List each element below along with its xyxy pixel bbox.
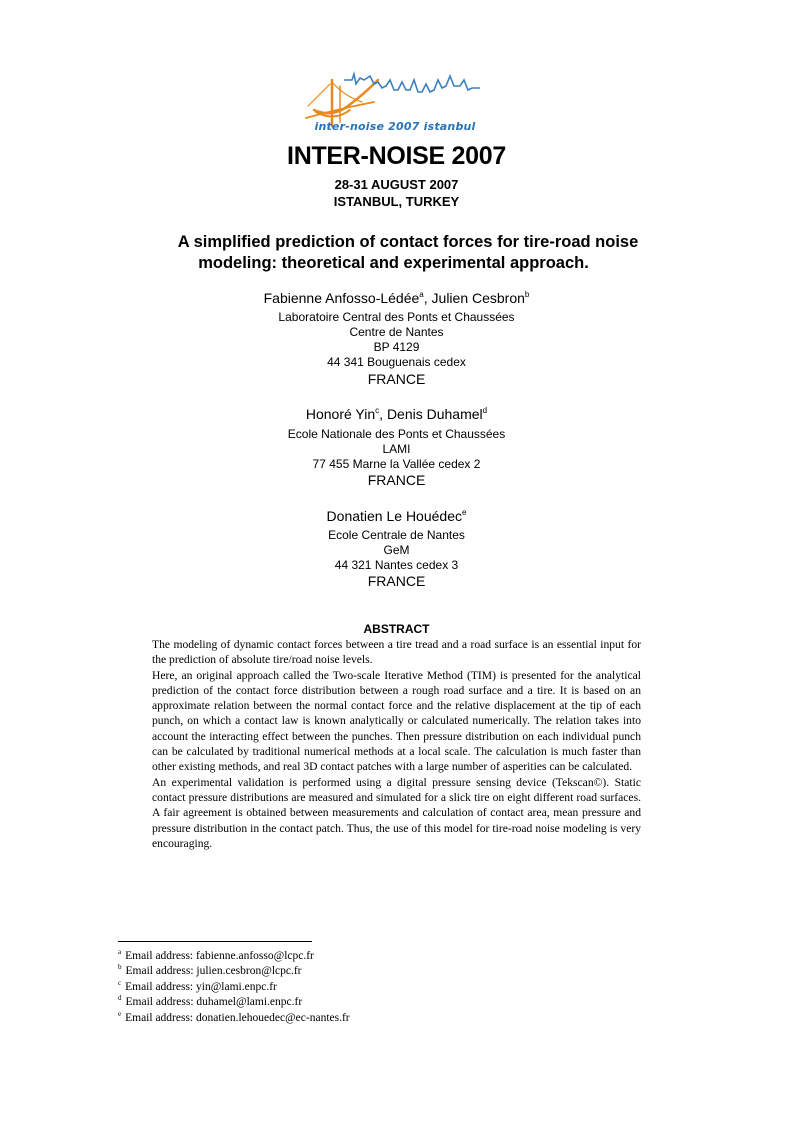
footnote-email: Email address: donatien.lehouedec@ec-nantes.fr xyxy=(125,1011,350,1024)
conference-title: INTER-NOISE 2007 xyxy=(287,142,506,170)
footnote-email: Email address: yin@lami.enpc.fr xyxy=(125,980,277,993)
affiliation-2 xyxy=(0,427,793,472)
footnote-email: Email address: fabienne.anfosso@lcpc.fr xyxy=(125,950,314,962)
affiliation-line: BP 4129 xyxy=(373,340,420,354)
conference-location: ISTANBUL, TURKEY xyxy=(333,194,460,209)
footnote-mark: e xyxy=(461,508,467,517)
footnote xyxy=(118,980,350,995)
abstract-paragraph: Here, an original approach called the Two-scale Iterative Method (TIM) is presented for the analytical prediction of the contact force distribution between a rough road surface and a tire. It is based on an approximate relation between the normal contact force and the relative displacement at the tip of each punch, on which a contact law is known analytically or calculated numerically. The relation takes into account the interacting effect between the punches. Then pressure distribution on each individual punch can be calculated by traditional numerical methods at a local scale. The calculation is much faster than other existing methods, and real 3D contact patches with a large number of asperities can be calculated. xyxy=(152,668,641,774)
author-line-2: Honoré Yin$^c$, Denis Duhamel$^d$ xyxy=(305,406,488,422)
affiliation-line: Laboratoire Central des Ponts et Chaussées xyxy=(278,310,515,324)
affiliation-line: LAMI xyxy=(382,442,411,456)
abstract-body xyxy=(152,637,641,851)
footnote xyxy=(118,1011,350,1026)
affiliation-line: GeM xyxy=(383,543,410,557)
footnote-mark: d xyxy=(482,406,488,415)
affiliation-3 xyxy=(0,528,793,573)
footnote-mark: b xyxy=(118,963,122,972)
footnote xyxy=(118,949,350,964)
footnote-mark: a xyxy=(419,290,424,299)
affiliation-line: 44 341 Bouguenais cedex xyxy=(327,355,466,369)
footnote xyxy=(118,995,350,1010)
footnote-mark: b xyxy=(524,290,530,299)
abstract-heading: ABSTRACT xyxy=(363,622,430,636)
footnote-email: Email address: julien.cesbron@lcpc.fr xyxy=(125,965,302,978)
skyline-wave-icon xyxy=(344,74,480,92)
logo-text: inter-noise 2007 istanbul xyxy=(314,120,476,133)
footnote xyxy=(118,964,350,979)
paper-title xyxy=(0,232,793,274)
author-name: Donatien Le Houédec xyxy=(326,508,462,524)
abstract-paragraph: An experimental validation is performed using a digital pressure sensing device (Tekscan©). Static contact pressure distributions are measured and simulated for a slick tire on eight different road surfaces. A fair agreement is obtained between measurements and calculation of contact area, mean pressure and pressure distribution in the contact patch. Thus, the use of this model for tire-road noise modeling is very encouraging. xyxy=(152,775,641,850)
footnotes xyxy=(118,949,350,1026)
footnote-mark: c xyxy=(118,978,122,987)
country-1: FRANCE xyxy=(367,371,426,387)
footnote-mark: e xyxy=(118,1009,122,1018)
paper-title-line-2: modeling: theoretical and experimental approach. xyxy=(198,254,589,272)
author-name: Julien Cesbron xyxy=(431,290,525,306)
abstract-paragraph: The modeling of dynamic contact forces between a tire tread and a road surface is an essential input for the prediction of absolute tire/road noise levels. xyxy=(152,638,641,667)
affiliation-line: Centre de Nantes xyxy=(349,325,444,339)
footnote-mark: a xyxy=(118,948,122,956)
affiliation-1 xyxy=(0,310,793,370)
footnote-divider xyxy=(118,941,312,942)
author-name: Denis Duhamel xyxy=(386,406,483,422)
country-2: FRANCE xyxy=(367,472,426,488)
paper-title-line-1: A simplified prediction of contact forces for tire-road noise xyxy=(177,233,639,251)
conference-dates: 28-31 AUGUST 2007 xyxy=(334,177,459,192)
footnote-mark: d xyxy=(118,994,122,1003)
affiliation-line: Ecole Centrale de Nantes xyxy=(328,528,465,542)
author-line-3 xyxy=(0,508,793,524)
author-name: Fabienne Anfosso-Lédée xyxy=(263,290,420,306)
affiliation-line: 44 321 Nantes cedex 3 xyxy=(334,558,459,572)
affiliation-line: Ecole Nationale des Ponts et Chaussées xyxy=(287,427,506,441)
country-3: FRANCE xyxy=(367,573,426,589)
author-name: Honoré Yin xyxy=(305,406,376,422)
footnote-email: Email address: duhamel@lami.enpc.fr xyxy=(125,996,303,1009)
affiliation-line: 77 455 Marne la Vallée cedex 2 xyxy=(312,457,481,471)
author-line-1: Fabienne Anfosso-Lédée$^a$, Julien Cesbron$^b$ xyxy=(263,290,530,306)
footnote-mark: c xyxy=(375,406,380,415)
